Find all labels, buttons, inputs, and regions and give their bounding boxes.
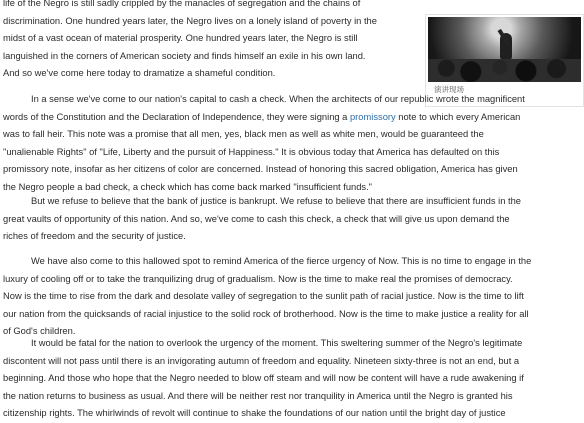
- paragraph-bank-of-justice: [3, 193, 533, 246]
- paragraph-fatal-overlook: [3, 335, 533, 423]
- paragraph-text: We have also come to this hallowed spot to remind America of the fierce urgency of Now. This is no time to engage in the luxury of cooling off or to take the tranquilizing drug of gradualism. Now is the time to make real the promises of democracy. Now is the time to rise from the dark and desolate valley of segregation to the sunlit path of racial justice. Now is the time to lift our nation from the quicksands of racial injustice to the solid rock of brotherhood. Now is the time to make justice a reality for all of God's children.: [3, 256, 532, 337]
- paragraph-urgency-of-now: [3, 253, 533, 341]
- paragraph-text: But we refuse to believe that the bank of justice is bankrupt. We refuse to believe that there are insufficient funds in the great vaults of opportunity of this nation. And so, we've come to cash this check, a check that will give us upon demand the riches of freedom and the security of justice.: [3, 196, 521, 242]
- promissory-link[interactable]: promissory: [349, 111, 396, 122]
- intro-paragraph: life of the Negro is still sadly crippled by the manacles of segregation and the chains of discrimination. One hundred years later, the Negro lives on a lonely island of poverty in the midst of a vast ocean of material prosperity. One hundred years later, the Negro is still languished in the corners of American society and finds himself an exile in his own land. And so we've come here today to dramatize a shameful condition.: [3, 0, 377, 79]
- paragraph-promissory-note: [3, 91, 533, 197]
- paragraph-text: It would be fatal for the nation to overlook the urgency of the moment. This sweltering summer of the Negro's legitimate discontent will not pass until there is an invigorating autumn of freedom and equality. Nineteen sixty-three is not an end, but a beginning. And those who hope that the Negro needed to blow off steam and will now be content will have a rude awakening if the nation returns to business as usual. And there will be neither rest nor tranquility in America until the Negro is granted his citizenship rights. The whirlwinds of revolt will continue to shake the foundations of our nation until the bright day of justice: [3, 338, 524, 419]
- figure-caption: 演讲现场: [434, 85, 464, 94]
- speech-photo: [428, 17, 581, 82]
- paragraph-text-before-link: In a sense we've come to our nation's capital to cash a check. When the architects of our republic wrote the magnificent words of the Constitution and the Declaration of Independence, they were signing a: [3, 94, 525, 122]
- crowd-silhouette: [428, 59, 581, 82]
- paragraph-text-after-link: note to which every American was to fall heir. This note was a promise that all men, yes, black men as well as white men, would be guaranteed the "unalienable Rights" of "Life, Liberty and the pursuit of Happiness." It is obvious today that America has defaulted on this promissory note, insofar as her citizens of color are concerned. Instead of honoring this sacred obligation, America has given the Negro people a bad check, a check which has come back marked "insufficient funds.": [3, 111, 521, 192]
